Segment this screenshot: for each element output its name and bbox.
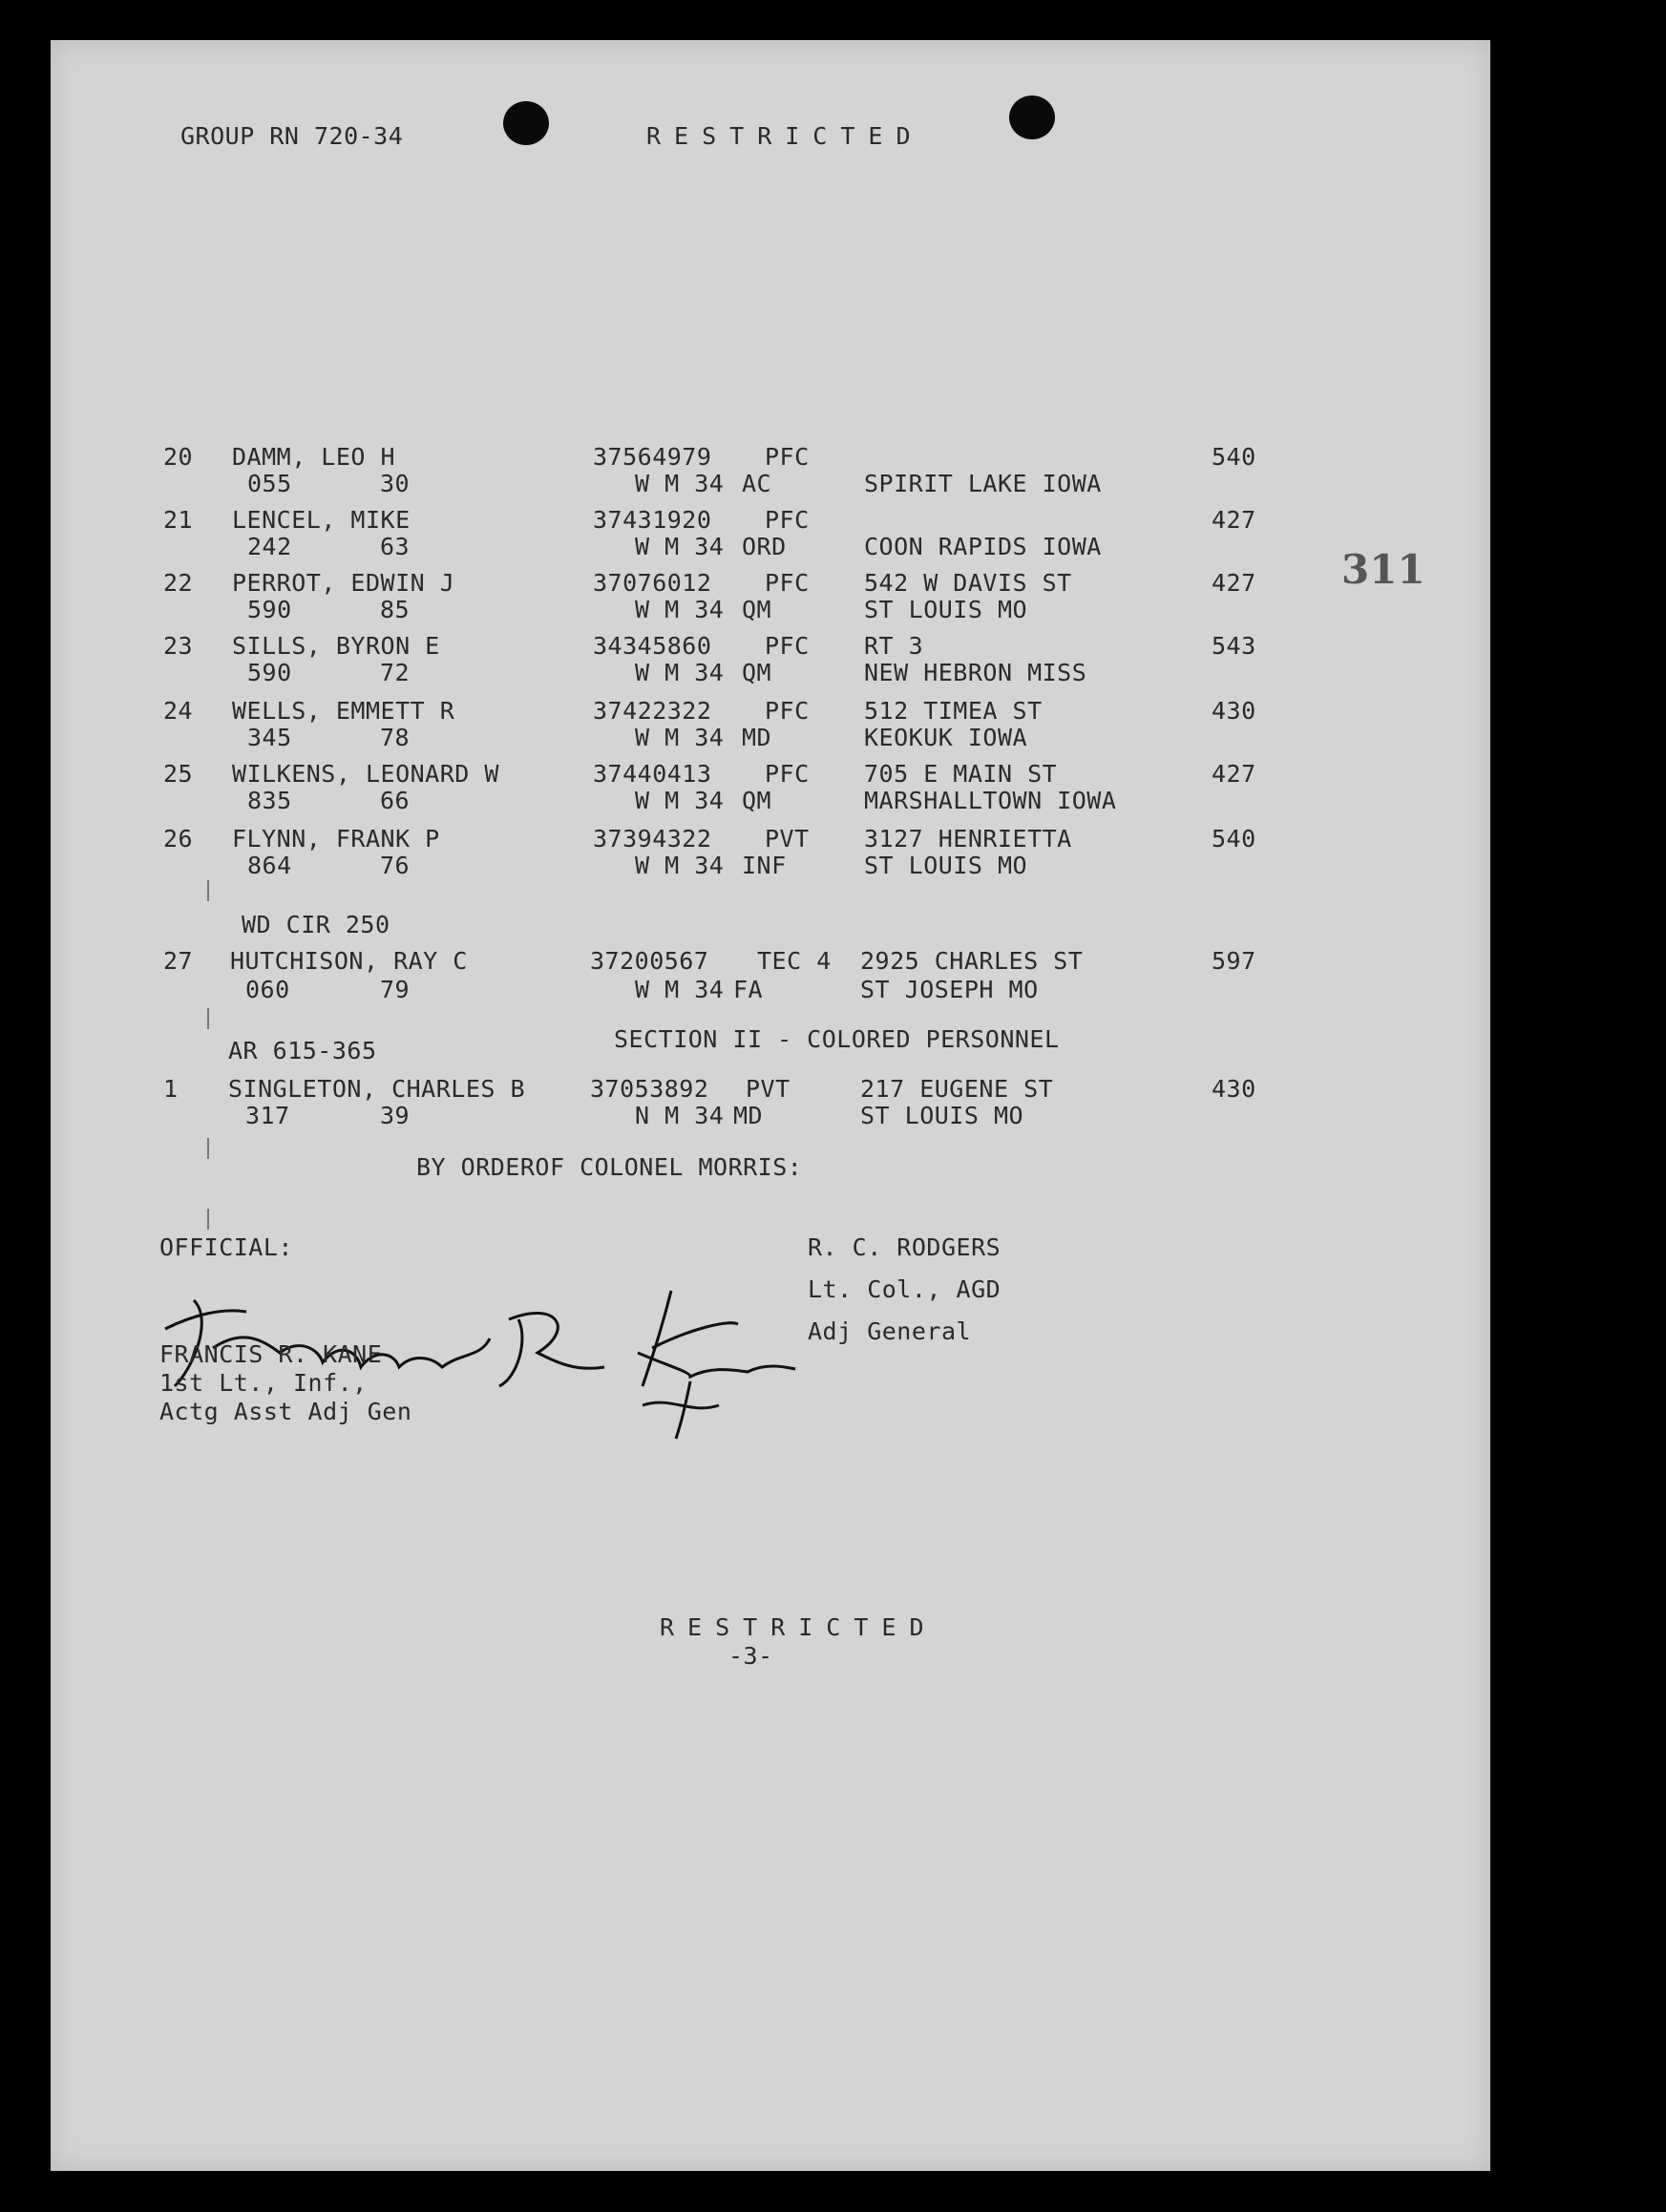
record-branch: QM [742, 596, 772, 623]
record-race: N M 34 [635, 1102, 725, 1129]
record-race: W M 34 [635, 596, 725, 623]
record-rank: PFC [765, 760, 810, 788]
record-serial: 37440413 [593, 760, 712, 788]
record-branch: INF [742, 852, 787, 879]
ar-reference: AR 615-365 [228, 1037, 377, 1064]
record-value: 540 [1212, 825, 1256, 853]
record-branch: MD [733, 1102, 764, 1129]
record-address-line2: SPIRIT LAKE IOWA [864, 470, 1102, 497]
section-title: SECTION II - COLORED PERSONNEL [614, 1025, 1060, 1053]
record-number: 20 [163, 443, 194, 471]
record-address-line2: COON RAPIDS IOWA [864, 533, 1102, 560]
record-branch: AC [742, 470, 772, 497]
record-code1: 345 [247, 724, 292, 751]
official-label: OFFICIAL: [159, 1233, 293, 1261]
punch-hole-right [1009, 95, 1055, 139]
record-code1: 055 [247, 470, 292, 497]
record-name: WILKENS, LEONARD W [232, 760, 499, 788]
margin-note: 311 [1341, 546, 1425, 593]
record-number: 22 [163, 569, 194, 597]
record-name: PERROT, EDWIN J [232, 569, 455, 597]
record-value: 427 [1212, 569, 1256, 597]
record-number: 21 [163, 506, 194, 534]
record-value: 427 [1212, 506, 1256, 534]
record-code1: 242 [247, 533, 292, 560]
record-serial: 37394322 [593, 825, 712, 853]
group-number: GROUP RN 720-34 [180, 122, 404, 150]
record-value: 540 [1212, 443, 1256, 471]
record-address-line2: KEOKUK IOWA [864, 724, 1028, 751]
record-name: WELLS, EMMETT R [232, 697, 455, 725]
signer-name: R. C. RODGERS [808, 1233, 1002, 1261]
record-number: 27 [163, 947, 194, 975]
record-address-line1: 217 EUGENE ST [860, 1075, 1054, 1103]
record-race: W M 34 [635, 724, 725, 751]
record-number: 24 [163, 697, 194, 725]
document-page [51, 40, 1490, 2171]
record-code2: 76 [380, 852, 411, 879]
record-value: 543 [1212, 632, 1256, 660]
page-number: -3- [728, 1642, 773, 1670]
record-number: 25 [163, 760, 194, 788]
record-race: W M 34 [635, 533, 725, 560]
official-rank: 1st Lt., Inf., [159, 1369, 368, 1397]
record-address-line1: 512 TIMEA ST [864, 697, 1043, 725]
record-address-line2: ST LOUIS MO [864, 852, 1028, 879]
official-name: FRANCIS R. KANE [159, 1340, 383, 1368]
record-name: FLYNN, FRANK P [232, 825, 440, 853]
record-serial: 37431920 [593, 506, 712, 534]
record-code1: 060 [245, 976, 290, 1003]
record-rank: PVT [746, 1075, 791, 1103]
wd-cir-reference: WD CIR 250 [242, 911, 390, 938]
record-value: 430 [1212, 697, 1256, 725]
record-name: SINGLETON, CHARLES B [228, 1075, 526, 1103]
record-address-line2: ST JOSEPH MO [860, 976, 1039, 1003]
record-name: DAMM, LEO H [232, 443, 396, 471]
record-address-line1: 542 W DAVIS ST [864, 569, 1072, 597]
record-address-line2: MARSHALLTOWN IOWA [864, 787, 1117, 814]
record-number: 23 [163, 632, 194, 660]
record-code1: 835 [247, 787, 292, 814]
record-race: W M 34 [635, 787, 725, 814]
record-branch: ORD [742, 533, 787, 560]
record-branch: QM [742, 659, 772, 686]
record-name: HUTCHISON, RAY C [230, 947, 468, 975]
record-branch: QM [742, 787, 772, 814]
record-rank: PFC [765, 506, 810, 534]
record-code2: 66 [380, 787, 411, 814]
official-title: Actg Asst Adj Gen [159, 1398, 412, 1425]
margin-mark [207, 1008, 209, 1029]
header-restricted: RESTRICTED [646, 122, 924, 150]
record-address-line1: RT 3 [864, 632, 924, 660]
record-rank: PFC [765, 443, 810, 471]
record-address-line2: ST LOUIS MO [860, 1102, 1024, 1129]
record-address-line1: 3127 HENRIETTA [864, 825, 1072, 853]
record-code2: 72 [380, 659, 411, 686]
record-code1: 317 [245, 1102, 290, 1129]
record-rank: PVT [765, 825, 810, 853]
margin-mark [207, 1138, 209, 1159]
record-address-line1: 705 E MAIN ST [864, 760, 1058, 788]
record-rank: PFC [765, 569, 810, 597]
record-code2: 30 [380, 470, 411, 497]
record-race: W M 34 [635, 470, 725, 497]
record-serial: 37564979 [593, 443, 712, 471]
record-name: LENCEL, MIKE [232, 506, 411, 534]
record-address-line1: 2925 CHARLES ST [860, 947, 1084, 975]
record-serial: 37422322 [593, 697, 712, 725]
order-line: BY ORDEROF COLONEL MORRIS: [416, 1153, 803, 1181]
record-rank: PFC [765, 697, 810, 725]
record-race: W M 34 [635, 852, 725, 879]
record-rank: PFC [765, 632, 810, 660]
record-serial: 37200567 [590, 947, 709, 975]
record-race: W M 34 [635, 659, 725, 686]
margin-mark [207, 1209, 209, 1230]
record-code2: 85 [380, 596, 411, 623]
punch-hole-left [503, 101, 549, 145]
signer-title: Adj General [808, 1317, 972, 1345]
record-code1: 590 [247, 596, 292, 623]
record-number: 1 [163, 1075, 179, 1103]
record-branch: FA [733, 976, 764, 1003]
record-value: 430 [1212, 1075, 1256, 1103]
record-code2: 78 [380, 724, 411, 751]
record-branch: MD [742, 724, 772, 751]
record-code1: 590 [247, 659, 292, 686]
record-code1: 864 [247, 852, 292, 879]
record-serial: 37053892 [590, 1075, 709, 1103]
record-serial: 34345860 [593, 632, 712, 660]
record-value: 597 [1212, 947, 1256, 975]
margin-mark [207, 880, 209, 901]
record-race: W M 34 [635, 976, 725, 1003]
signer-rank: Lt. Col., AGD [808, 1275, 1002, 1303]
record-address-line2: ST LOUIS MO [864, 596, 1028, 623]
footer-restricted: RESTRICTED [660, 1613, 938, 1641]
record-code2: 39 [380, 1102, 411, 1129]
record-number: 26 [163, 825, 194, 853]
record-address-line2: NEW HEBRON MISS [864, 659, 1087, 686]
record-name: SILLS, BYRON E [232, 632, 440, 660]
record-serial: 37076012 [593, 569, 712, 597]
record-value: 427 [1212, 760, 1256, 788]
record-code2: 63 [380, 533, 411, 560]
record-code2: 79 [380, 976, 411, 1003]
record-rank: TEC 4 [757, 947, 832, 975]
